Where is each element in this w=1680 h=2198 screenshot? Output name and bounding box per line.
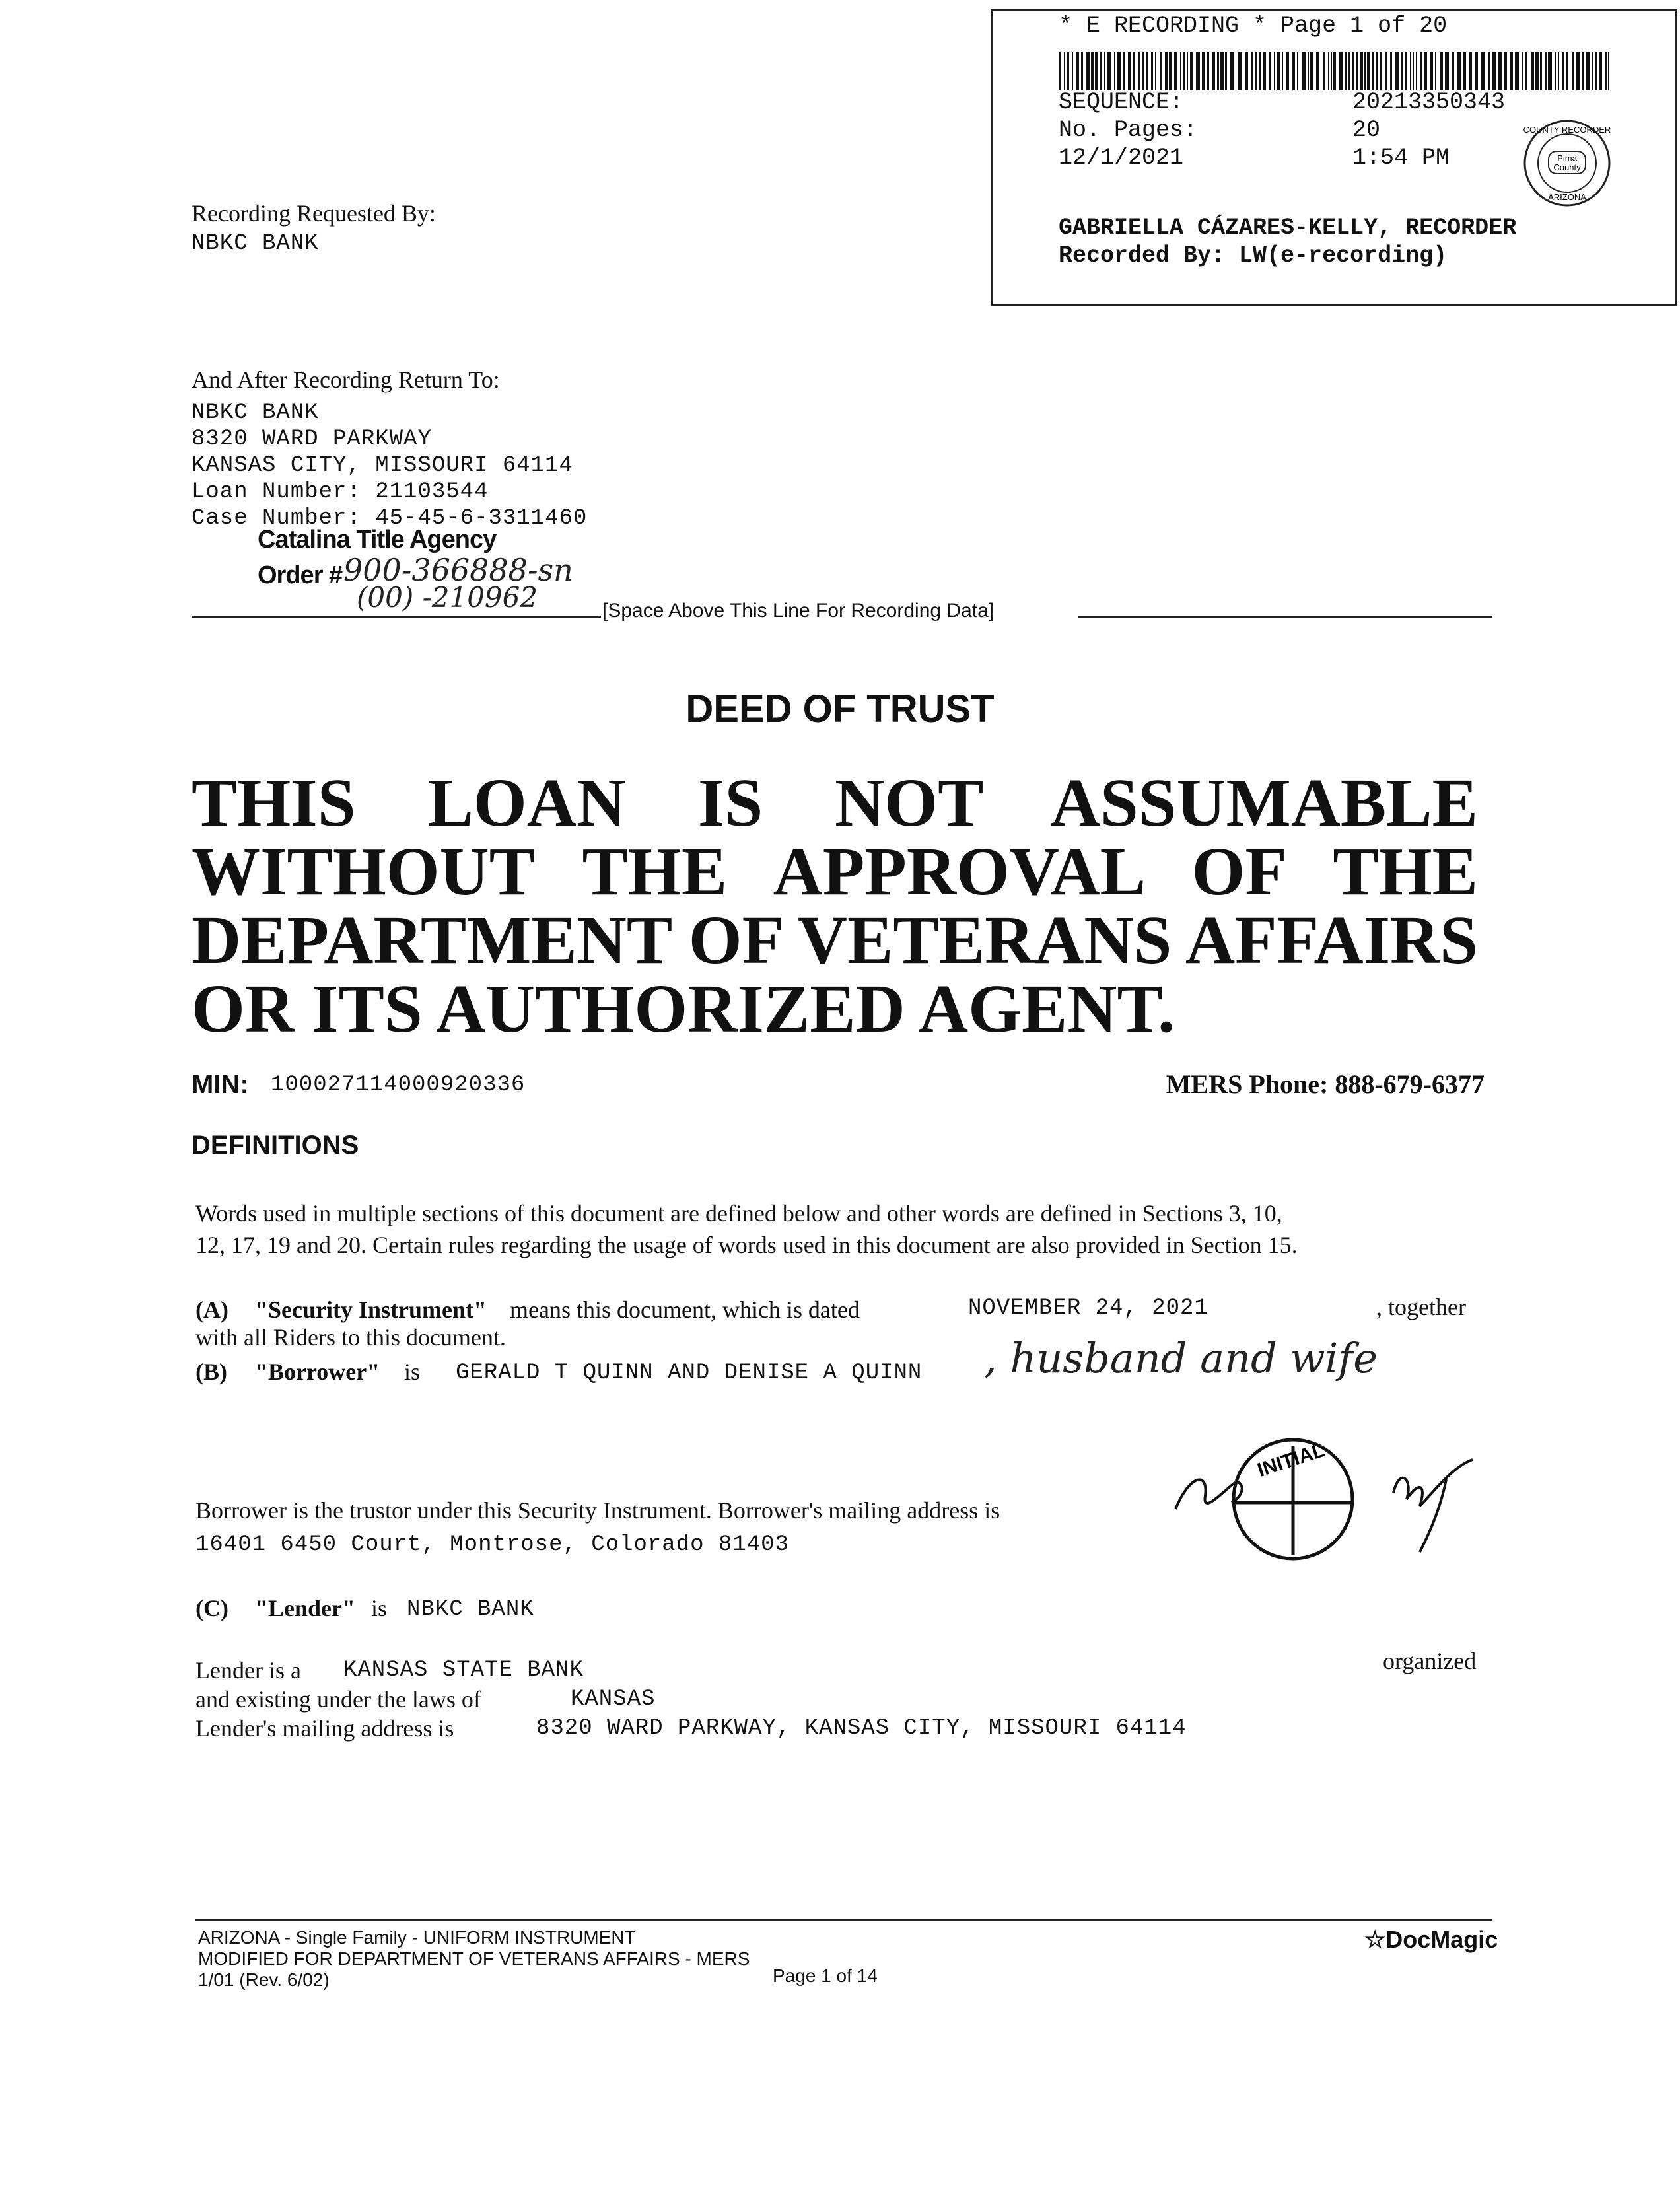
barcode-bar xyxy=(1510,52,1513,90)
warning-line-1: THIS LOAN IS NOT ASSUMABLE xyxy=(192,765,1478,841)
barcode-bar xyxy=(1562,52,1564,90)
barcode-bar xyxy=(1430,52,1433,90)
barcode-bar xyxy=(1212,52,1215,90)
barcode-bar xyxy=(1339,52,1343,90)
barcode-bar xyxy=(1401,52,1403,90)
pages-label: No. Pages: xyxy=(1059,117,1198,143)
barcode-bar xyxy=(1410,52,1411,90)
barcode-bar xyxy=(1238,52,1242,90)
order-handwritten-2: (00) -210962 xyxy=(357,581,538,614)
def-a-text-2: with all Riders to this document. xyxy=(195,1324,506,1351)
barcode-bar xyxy=(1072,52,1073,90)
barcode-bar xyxy=(1413,52,1414,90)
initial-mark-2 xyxy=(1380,1453,1486,1559)
barcode-bar xyxy=(1183,52,1185,90)
footer-line-1: ARIZONA - Single Family - UNIFORM INSTRUMENT xyxy=(198,1927,636,1948)
case-number: Case Number: 45-45-6-3311460 xyxy=(192,506,588,531)
barcode-bar xyxy=(1540,52,1542,90)
lender-mailing-address: 8320 WARD PARKWAY, KANSAS CITY, MISSOURI 64114 xyxy=(536,1716,1187,1741)
barcode-bar xyxy=(1155,52,1156,90)
seal-top: COUNTY RECORDER xyxy=(1523,125,1611,135)
barcode-bar xyxy=(1595,52,1597,90)
space-above-line-label: [Space Above This Line For Recording Data] xyxy=(602,600,995,621)
initial-stamp-label: INITIAL xyxy=(1255,1439,1328,1481)
barcode-bar xyxy=(1475,52,1478,90)
barcode-bar xyxy=(1416,52,1417,90)
initial-mark-1 xyxy=(1169,1463,1255,1529)
barcode-bar xyxy=(1586,52,1590,90)
barcode-bar xyxy=(1196,52,1200,90)
def-a-letter: (A) xyxy=(195,1296,228,1323)
barcode-bar xyxy=(1302,52,1306,90)
barcode-bar xyxy=(1230,52,1234,90)
def-a-term: "Security Instrument" xyxy=(255,1296,487,1323)
barcode-bar xyxy=(1259,52,1261,90)
definitions-intro-1: Words used in multiple sections of this document are defined below and other words are defined in Sections 3, 10, xyxy=(195,1200,1282,1226)
barcode-bar xyxy=(1286,52,1289,90)
lender-is-label: Lender is a xyxy=(195,1657,301,1684)
star-icon: ☆ xyxy=(1364,1926,1386,1953)
barcode-bar xyxy=(1380,52,1382,90)
barcode-bar xyxy=(1151,52,1153,90)
recording-header: * E RECORDING * Page 1 of 20 xyxy=(1059,13,1448,39)
barcode-bar xyxy=(1086,52,1090,90)
barcode-bar xyxy=(1251,52,1253,90)
space-rule-left xyxy=(192,616,601,618)
barcode-bar xyxy=(1333,52,1336,90)
barcode-bar xyxy=(1345,52,1347,90)
lender-mailing-label: Lender's mailing address is xyxy=(195,1715,454,1742)
order-label: Order # xyxy=(258,561,343,589)
document-title: DEED OF TRUST xyxy=(685,688,995,730)
barcode-bar xyxy=(1091,52,1094,90)
barcode-bar xyxy=(1488,52,1490,90)
barcode-bar xyxy=(1308,52,1309,90)
loan-number: Loan Number: 21103544 xyxy=(192,479,489,505)
title-agency-stamp: Catalina Title Agency xyxy=(258,526,497,553)
seal-center-1: Pima xyxy=(1557,153,1577,163)
barcode-bar xyxy=(1095,52,1098,90)
barcode-bar xyxy=(1390,52,1392,90)
barcode-bar xyxy=(1457,52,1461,90)
barcode-bar xyxy=(1424,52,1427,90)
existing-laws-label: and existing under the laws of xyxy=(195,1686,481,1713)
seal-bottom: ARIZONA xyxy=(1548,192,1586,202)
barcode-bar xyxy=(1282,52,1283,90)
space-rule-right xyxy=(1078,616,1492,618)
order-handwritten: 900-366888-sn xyxy=(343,552,573,588)
warning-line-2: WITHOUT THE APPROVAL OF THE xyxy=(192,833,1478,909)
barcode-bar xyxy=(1263,52,1266,90)
barcode-bar xyxy=(1535,52,1539,90)
def-c-term: "Lender" xyxy=(255,1595,355,1621)
barcode xyxy=(1059,52,1613,90)
barcode-bar xyxy=(1274,52,1275,90)
barcode-bar xyxy=(1180,52,1181,90)
def-a-date: NOVEMBER 24, 2021 xyxy=(968,1296,1208,1321)
barcode-bar xyxy=(1225,52,1227,90)
def-a-together: , together xyxy=(1376,1294,1466,1320)
def-b-is: is xyxy=(404,1359,421,1385)
barcode-bar xyxy=(1515,52,1519,90)
barcode-bar xyxy=(1114,52,1115,90)
barcode-bar xyxy=(1292,52,1295,90)
barcode-bar xyxy=(1364,52,1366,90)
barcode-bar xyxy=(1138,52,1140,90)
barcode-bar xyxy=(1372,52,1374,90)
docmagic-brand: DocMagic xyxy=(1385,1926,1498,1953)
barcode-bar xyxy=(1142,52,1144,90)
return-to-label: And After Recording Return To: xyxy=(192,367,500,393)
barcode-bar xyxy=(1531,52,1534,90)
borrower-names: GERALD T QUINN AND DENISE A QUINN xyxy=(456,1361,923,1386)
barcode-bar xyxy=(1217,52,1219,90)
definitions-intro-2: 12, 17, 19 and 20. Certain rules regarding the usage of words used in this document are also provided in Section 15. xyxy=(195,1232,1298,1258)
def-c-is: is xyxy=(371,1595,388,1621)
requested-by-label: Recording Requested By: xyxy=(192,200,436,227)
barcode-bar xyxy=(1331,52,1332,90)
barcode-bar xyxy=(1592,52,1593,90)
barcode-bar xyxy=(1323,52,1325,90)
barcode-bar xyxy=(1076,52,1079,90)
barcode-bar xyxy=(1067,52,1069,90)
barcode-bar xyxy=(1081,52,1083,90)
barcode-bar xyxy=(1310,52,1313,90)
sequence-label: SEQUENCE: xyxy=(1059,89,1184,116)
barcode-bar xyxy=(1117,52,1121,90)
barcode-bar xyxy=(1245,52,1248,90)
recording-time: 1:54 PM xyxy=(1352,145,1450,171)
barcode-bar xyxy=(1104,52,1105,90)
def-b-term: "Borrower" xyxy=(255,1359,380,1385)
barcode-bar xyxy=(1405,52,1407,90)
definitions-heading: DEFINITIONS xyxy=(192,1131,359,1160)
county-recorder-seal xyxy=(1522,118,1612,208)
barcode-bar xyxy=(1435,52,1436,90)
footer-line-3: 1/01 (Rev. 6/02) xyxy=(198,1969,330,1990)
barcode-bar xyxy=(1525,52,1527,90)
lender-state: KANSAS xyxy=(571,1687,656,1712)
barcode-bar xyxy=(1174,52,1177,90)
barcode-bar xyxy=(1269,52,1271,90)
barcode-bar xyxy=(1107,52,1111,90)
barcode-bar xyxy=(1190,52,1193,90)
barcode-bar xyxy=(1297,52,1298,90)
seal-center-2: County xyxy=(1553,162,1581,172)
barcode-bar xyxy=(1576,52,1580,90)
barcode-bar xyxy=(1220,52,1224,90)
barcode-bar xyxy=(1064,52,1065,90)
min-label: MIN: xyxy=(192,1070,249,1099)
requested-by-name: NBKC BANK xyxy=(192,231,319,256)
barcode-bar xyxy=(1498,52,1502,90)
barcode-bar xyxy=(1469,52,1472,90)
barcode-bar xyxy=(1566,52,1568,90)
footer-rule xyxy=(195,1919,1492,1921)
organized-label: organized xyxy=(1383,1648,1477,1674)
barcode-bar xyxy=(1165,52,1168,90)
return-to-line-1: NBKC BANK xyxy=(192,400,319,425)
barcode-bar xyxy=(1545,52,1547,90)
recording-stamp xyxy=(991,9,1677,306)
barcode-bar xyxy=(1385,52,1387,90)
footer-page-number: Page 1 of 14 xyxy=(773,1966,878,1986)
barcode-bar xyxy=(1376,52,1378,90)
recorder-name: GABRIELLA CÁZARES-KELLY, RECORDER xyxy=(1059,215,1517,241)
barcode-bar xyxy=(1255,52,1257,90)
recording-date: 12/1/2021 xyxy=(1059,145,1184,171)
barcode-bar xyxy=(1316,52,1319,90)
lender-type: KANSAS STATE BANK xyxy=(343,1658,584,1683)
barcode-bar xyxy=(1440,52,1443,90)
return-to-line-2: 8320 WARD PARKWAY xyxy=(192,427,432,452)
barcode-bar xyxy=(1548,52,1552,90)
pages-value: 20 xyxy=(1352,117,1381,143)
barcode-bar xyxy=(1207,52,1209,90)
barcode-bar xyxy=(1360,52,1363,90)
barcode-bar xyxy=(1328,52,1329,90)
barcode-bar xyxy=(1202,52,1205,90)
def-b-letter: (B) xyxy=(195,1359,227,1385)
lender-name: NBKC BANK xyxy=(407,1597,534,1622)
barcode-bar xyxy=(1356,52,1358,90)
min-value: 100027114000920336 xyxy=(271,1073,526,1098)
barcode-bar xyxy=(1367,52,1370,90)
barcode-bar xyxy=(1128,52,1131,90)
barcode-bar xyxy=(1605,52,1607,90)
barcode-bar xyxy=(1100,52,1102,90)
barcode-bar xyxy=(1169,52,1172,90)
barcode-bar xyxy=(1504,52,1507,90)
barcode-bar xyxy=(1492,52,1496,90)
barcode-bar xyxy=(1395,52,1399,90)
barcode-bar xyxy=(1555,52,1556,90)
borrower-handwritten-note: , husband and wife xyxy=(984,1334,1378,1382)
barcode-bar xyxy=(1608,52,1609,90)
barcode-bar xyxy=(1445,52,1449,90)
warning-line-4: OR ITS AUTHORIZED AGENT. xyxy=(192,971,1175,1047)
barcode-bar xyxy=(1133,52,1135,90)
barcode-bar xyxy=(1160,52,1162,90)
warning-line-3: DEPARTMENT OF VETERANS AFFAIRS xyxy=(192,902,1478,978)
barcode-bar xyxy=(1452,52,1454,90)
barcode-bar xyxy=(1352,52,1354,90)
barcode-bar xyxy=(1522,52,1523,90)
footer-line-2: MODIFIED FOR DEPARTMENT OF VETERANS AFFAIRS - MERS xyxy=(198,1948,750,1969)
barcode-bar xyxy=(1348,52,1350,90)
mers-phone: MERS Phone: 888-679-6377 xyxy=(1166,1069,1485,1099)
borrower-address: 16401 6450 Court, Montrose, Colorado 81403 xyxy=(195,1532,789,1557)
barcode-bar xyxy=(1463,52,1466,90)
sequence-value: 20213350343 xyxy=(1352,89,1506,116)
recorded-by: Recorded By: LW(e-recording) xyxy=(1059,242,1448,269)
barcode-bar xyxy=(1277,52,1280,90)
def-a-text: means this document, which is dated xyxy=(510,1296,860,1323)
barcode-bar xyxy=(1481,52,1485,90)
borrower-trustor-note: Borrower is the trustor under this Security Instrument. Borrower's mailing address is xyxy=(195,1497,1000,1524)
barcode-bar xyxy=(1059,52,1061,90)
barcode-bar xyxy=(1420,52,1422,90)
barcode-bar xyxy=(1572,52,1574,90)
barcode-bar xyxy=(1187,52,1188,90)
docmagic-logo xyxy=(1364,1926,1498,1954)
def-c-letter: (C) xyxy=(195,1595,228,1621)
barcode-bar xyxy=(1146,52,1148,90)
barcode-bar xyxy=(1558,52,1559,90)
barcode-bar xyxy=(1582,52,1584,90)
return-to-line-3: KANSAS CITY, MISSOURI 64114 xyxy=(192,453,573,478)
barcode-bar xyxy=(1599,52,1602,90)
barcode-bar xyxy=(1123,52,1125,90)
